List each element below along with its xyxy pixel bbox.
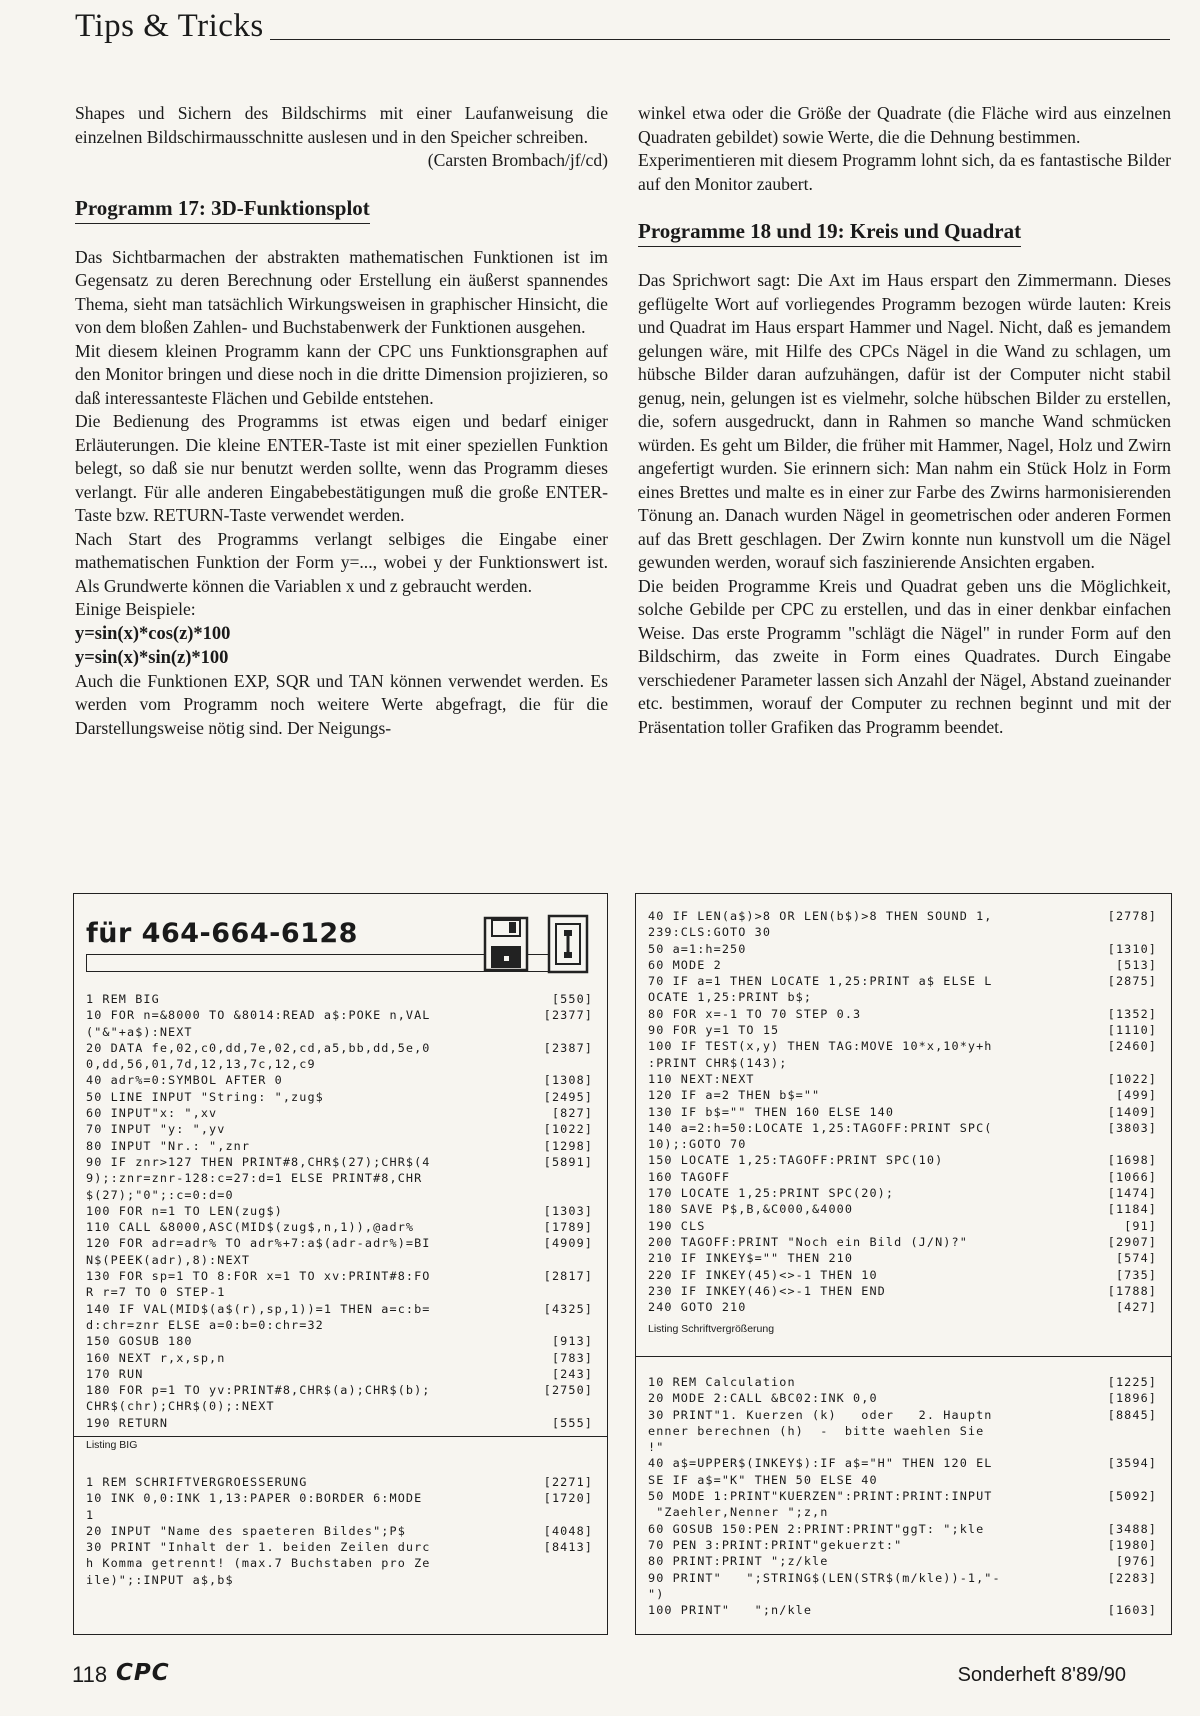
- code-text: $(27);"0";:c=0:d=0: [86, 1187, 234, 1202]
- listing-line: [648, 1152, 1157, 1168]
- listing-line: [648, 1055, 1157, 1071]
- checksum: [1151, 1136, 1157, 1152]
- listing-divider: [636, 1356, 1171, 1357]
- listing-line: [648, 989, 1157, 1005]
- checksum: [587, 1252, 593, 1268]
- listing-line: [648, 973, 1157, 989]
- code-text: 70 INPUT "y: ",yv: [86, 1122, 226, 1137]
- listing-line: [648, 957, 1157, 973]
- checksum: [550]: [551, 992, 593, 1006]
- listing-line: [648, 1586, 1157, 1602]
- listing-line: [648, 1407, 1157, 1423]
- listing-line: [648, 1283, 1157, 1299]
- code-text: 10);:GOTO 70: [648, 1137, 747, 1152]
- checksum: [1151, 1472, 1157, 1488]
- checksum: [1151, 989, 1157, 1005]
- code-text: 180 FOR p=1 TO yv:PRINT#8,CHR$(a);CHR$(b);: [86, 1383, 431, 1398]
- code-text: 190 RETURN: [86, 1415, 169, 1430]
- platform-banner: [74, 894, 607, 979]
- checksum: [2387]: [543, 1040, 593, 1055]
- checksum: [2778]: [1107, 909, 1157, 923]
- checksum: [587, 1555, 593, 1571]
- code-text: 40 a$=UPPER$(INKEY$):IF a$="H" THEN 120 EL: [648, 1456, 993, 1471]
- listing-line: [86, 1366, 593, 1382]
- code-text: 120 FOR adr=adr% TO adr%+7:a$(adr-adr%)=BI: [86, 1236, 431, 1251]
- listing-line: [86, 1154, 593, 1170]
- code-text: 10 INK 0,0:INK 1,13:PAPER 0:BORDER 6:MODE: [86, 1491, 423, 1506]
- checksum: [2817]: [543, 1269, 593, 1284]
- checksum: [1151, 1439, 1157, 1455]
- listing-line: [648, 1472, 1157, 1488]
- checksum: [587, 1024, 593, 1040]
- code-text: R r=7 TO 0 STEP-1: [86, 1285, 226, 1300]
- listing-line: [648, 1120, 1157, 1136]
- listing-line: [648, 1423, 1157, 1439]
- code-text: 9);:znr=znr-128:c=27:d=1 ELSE PRINT#8,CHR: [86, 1171, 423, 1186]
- code-text: 190 CLS: [648, 1218, 706, 1233]
- code-text: 70 PEN 3:PRINT:PRINT"gekuerzt:": [648, 1537, 903, 1552]
- listing-line: [648, 1169, 1157, 1185]
- listing-line: [86, 1350, 593, 1366]
- paragraph: winkel etwa oder die Größe der Quadrate (die Fläche wird aus einzelnen Quadraten gebildet) sowie Werte, die die Dehnung bestimmen.: [638, 103, 1171, 147]
- checksum: [1022]: [1107, 1071, 1157, 1086]
- code-text: 170 RUN: [86, 1366, 144, 1381]
- checksum: [1298]: [543, 1138, 593, 1153]
- checksum: [1789]: [543, 1220, 593, 1235]
- listing-caption: Listing Schriftvergrößerung: [648, 1323, 775, 1336]
- code-text: 50 a=1:h=250: [648, 941, 747, 956]
- platform-label: für 464-664-6128: [86, 918, 358, 949]
- code-text: ("&"+a$):NEXT: [86, 1024, 193, 1039]
- paragraph: Mit diesem kleinen Programm kann der CPC uns Funktionsgraphen auf den Monitor bringen und diese noch in die dritte Dimension projizieren, so daß interessanteste Flächen und Gebilde entstehen.: [75, 340, 608, 408]
- checksum: [91]: [1124, 1218, 1157, 1233]
- listing-line: [648, 1136, 1157, 1152]
- code-text: 140 a=2:h=50:LOCATE 1,25:TAGOFF:PRINT SPC(: [648, 1120, 993, 1135]
- checksum: [3488]: [1107, 1521, 1157, 1536]
- checksum: [2377]: [543, 1008, 593, 1023]
- code-text: 160 NEXT r,x,sp,n: [86, 1350, 226, 1365]
- issue-label: Sonderheft 8'89/90: [957, 1664, 1126, 1686]
- checksum: [2907]: [1107, 1234, 1157, 1249]
- examples-label: Einige Beispiele:: [75, 599, 196, 619]
- listing-line: [86, 1024, 593, 1040]
- checksum: [1310]: [1107, 941, 1157, 956]
- page-footer: [0, 1662, 1200, 1702]
- listing-line: [86, 1490, 593, 1506]
- listing-line: [648, 1537, 1157, 1553]
- checksum: [976]: [1115, 1554, 1157, 1569]
- code-text: 1 REM BIG: [86, 992, 160, 1006]
- code-text: 80 FOR x=-1 TO 70 STEP 0.3: [648, 1006, 862, 1021]
- listing-line: [648, 1234, 1157, 1250]
- code-text: 20 MODE 2:CALL &BC02:INK 0,0: [648, 1391, 878, 1406]
- listing-line: [648, 1570, 1157, 1586]
- checksum: [587, 1398, 593, 1414]
- listing-line: [86, 1572, 593, 1588]
- listing-line: [648, 1390, 1157, 1406]
- checksum: [1066]: [1107, 1169, 1157, 1184]
- checksum: [5092]: [1107, 1489, 1157, 1504]
- listing-line: [648, 1038, 1157, 1054]
- checksum: [1225]: [1107, 1375, 1157, 1389]
- listing-line: [86, 1056, 593, 1072]
- checksum: [574]: [1115, 1251, 1157, 1266]
- checksum: [8413]: [543, 1540, 593, 1555]
- listing-line: [648, 1602, 1157, 1618]
- listing-line: [648, 1504, 1157, 1520]
- checksum: [4325]: [543, 1301, 593, 1316]
- code-text: 50 LINE INPUT "String: ",zug$: [86, 1089, 324, 1104]
- listing-line: [648, 1071, 1157, 1087]
- listing-line: [86, 1268, 593, 1284]
- code-text: 140 IF VAL(MID$(a$(r),sp,1))=1 THEN a=c:b=: [86, 1301, 431, 1316]
- checksum: [2495]: [543, 1089, 593, 1104]
- listing-line: [86, 1333, 593, 1349]
- paragraph: Die Bedienung des Programms ist etwas eigen und bedarf einiger Erläuterungen. Die kleine ENTER-Taste ist mit einer speziellen Funktion belegt, so daß sie nur benutzt werden sollte, wenn das Programm dieses verlangt. Für alle anderen Eingabebestätigungen muß die große ENTER-Taste bzw. RETURN-Taste verwendet werden.: [75, 411, 608, 525]
- checksum: [1698]: [1107, 1153, 1157, 1168]
- code-text: 110 CALL &8000,ASC(MID$(zug$,n,1)),@adr%: [86, 1220, 415, 1235]
- code-text: 170 LOCATE 1,25:PRINT SPC(20);: [648, 1186, 895, 1201]
- checksum: [2750]: [543, 1383, 593, 1398]
- checksum: [2460]: [1107, 1039, 1157, 1054]
- code-text: enner berechnen (h) - bitte waehlen Sie: [648, 1423, 985, 1438]
- checksum: [2271]: [543, 1475, 593, 1489]
- listing-line: [86, 1187, 593, 1203]
- listing-line: [86, 1284, 593, 1300]
- listing-line: [86, 1382, 593, 1398]
- code-text: "): [648, 1586, 665, 1601]
- cassette-icon: [547, 914, 589, 974]
- listing-line: [86, 1007, 593, 1023]
- code-text: !": [648, 1440, 665, 1455]
- code-text: 240 GOTO 210: [648, 1300, 747, 1315]
- code-text: 80 INPUT "Nr.: ",znr: [86, 1138, 251, 1153]
- code-text: 80 PRINT:PRINT ";z/kle: [648, 1554, 829, 1569]
- floppy-disk-icon: [483, 916, 529, 972]
- listing-line: [86, 1398, 593, 1414]
- code-text: 239:CLS:GOTO 30: [648, 925, 772, 940]
- listing-line: [648, 1006, 1157, 1022]
- checksum: [1896]: [1107, 1391, 1157, 1406]
- checksum: [1788]: [1107, 1283, 1157, 1298]
- checksum: [5891]: [543, 1154, 593, 1169]
- checksum: [1110]: [1107, 1023, 1157, 1038]
- checksum: [587, 1572, 593, 1588]
- listing-line: [86, 1138, 593, 1154]
- listing-line: [648, 1185, 1157, 1201]
- listing-line: [86, 1474, 593, 1490]
- paragraph: Das Sichtbarmachen der abstrakten mathematischen Funktionen ist im Gegensatz zu deren Berechnung oder Erstellung ein äußerst spannendes Thema, sieht man tatsächlich Wirkungsweisen in graphischer Hinsicht, die von dem bloßen Zahlen- und Buchstabenwerk der Funktionen ausgehen.: [75, 246, 608, 337]
- checksum: [1151, 1504, 1157, 1520]
- formula-example: y=sin(x)*sin(z)*100: [75, 647, 229, 668]
- code-text: 10 REM Calculation: [648, 1375, 796, 1389]
- listing-line: [648, 1267, 1157, 1283]
- listing-line: [86, 1317, 593, 1333]
- checksum: [1474]: [1107, 1186, 1157, 1201]
- program18-19-heading: Programme 18 und 19: Kreis und Quadrat: [638, 218, 1021, 247]
- code-text: 210 IF INKEY$="" THEN 210: [648, 1251, 854, 1266]
- checksum: [827]: [551, 1106, 593, 1121]
- code-text: 130 IF b$="" THEN 160 ELSE 140: [648, 1104, 895, 1119]
- checksum: [2875]: [1107, 974, 1157, 989]
- code-text: 1 REM SCHRIFTVERGROESSERUNG: [86, 1475, 308, 1489]
- listing-line: [86, 1089, 593, 1105]
- listing-line: [86, 1235, 593, 1251]
- code-text: 0,dd,56,01,7d,12,13,7c,12,c9: [86, 1057, 316, 1072]
- paragraph: Die beiden Programme Kreis und Quadrat geben uns die Möglichkeit, solche Gebilde per CPC zu erstellen, und das in einer denkbar einfachen Weise. Das erste Programm "schlägt die Nägel" in runder Form auf den Bildschirm, das zweite in Form eines Quadrates. Durch Eingabe verschiedener Parameter lassen sich Anzahl der Nägel, Abstand zueinander etc. bestimmen, worauf der Computer zu rechnen beginnt und mit der Präsentation toller Grafiken das Programm beendet.: [638, 575, 1171, 737]
- magazine-logo: CPC: [116, 1660, 170, 1686]
- checksum: [1151, 1423, 1157, 1439]
- code-text: 20 DATA fe,02,c0,dd,7e,02,cd,a5,bb,dd,5e,0: [86, 1040, 431, 1055]
- code-text: d:chr=znr ELSE a=0:b=0:chr=32: [86, 1317, 324, 1332]
- code-text: 30 PRINT"1. Kuerzen (k) oder 2. Hauptn: [648, 1407, 993, 1422]
- listing-line: [86, 1170, 593, 1186]
- checksum: [4048]: [543, 1523, 593, 1538]
- listing-line: [648, 1022, 1157, 1038]
- listing-line: [648, 1488, 1157, 1504]
- checksum: [2283]: [1107, 1570, 1157, 1585]
- paragraph: Das Sprichwort sagt: Die Axt im Haus erspart den Zimmermann. Dieses geflügelte Wort auf vorliegendes Programm bezogen würde lauten: Kreis und Quadrat im Haus erspart Hammer und Nagel. Nicht, daß es jemandem gelungen wäre, mit Hilfe des CPCs Nägel in die Wand zu schlagen, um hübsche Bilder daran aufzuhängen, dafür ist der Computer nicht stabil genug, nein, gelungen ist es vielmehr, solche hübschen Bilder zu erstellen, die, sofern ausgedruckt, dann in Rahmen so manche Wand schmücken würden. Es geht um Bilder, die früher mit Hammer, Nagel, Holz und Zwirn angefertigt wurden. Sie erinnern sich: Man nahm ein Stück Holz in Form eines Brettes und malte es in einer zur Farbe des Zwirns harmonisierenden Tönung an. Danach wurden Nägel in geometrischen oder anderen Formen auf das Brett geschlagen. Der Zwirn konnte nun kunstvoll um die Nägel gewunden werden, worauf sich faszinierende Ansichten ergaben.: [638, 270, 1171, 572]
- listing-line: [86, 991, 593, 1007]
- code-text: 180 SAVE P$,B,&C000,&4000: [648, 1202, 854, 1217]
- code-text: :PRINT CHR$(143);: [648, 1055, 788, 1070]
- checksum: [735]: [1115, 1267, 1157, 1282]
- checksum: [587, 1170, 593, 1186]
- code-text: 60 GOSUB 150:PEN 2:PRINT:PRINT"ggT: ";kle: [648, 1521, 985, 1536]
- page-header: [75, 8, 1170, 50]
- listing-line: [86, 1415, 593, 1431]
- listing-line: [86, 1301, 593, 1317]
- listing-line: [86, 1555, 593, 1571]
- intro-paragraph: Shapes und Sichern des Bildschirms mit einer Laufanweisung die einzelnen Bildschirmausschnitte auslesen und in den Speicher schreiben.: [75, 103, 608, 147]
- code-text: "Zaehler,Nenner ";z,n: [648, 1505, 829, 1520]
- checksum: [427]: [1115, 1300, 1157, 1315]
- listing-line: [648, 1374, 1157, 1390]
- checksum: [1151, 1586, 1157, 1602]
- paragraph: Nach Start des Programms verlangt selbiges die Eingabe einer mathematischen Funktion der Form y=..., wobei y der Funktionswert ist. Als Grundwerte können die Variablen x und z gebraucht werden.: [75, 528, 608, 596]
- checksum: [587, 1317, 593, 1333]
- checksum: [1980]: [1107, 1537, 1157, 1552]
- code-text: 160 TAGOFF: [648, 1169, 731, 1184]
- checksum: [1184]: [1107, 1202, 1157, 1217]
- checksum: [1151, 924, 1157, 940]
- listing-line: [86, 1219, 593, 1235]
- checksum: [587, 1187, 593, 1203]
- listing-line: [648, 1250, 1157, 1266]
- checksum: [1303]: [543, 1203, 593, 1218]
- paragraph: Auch die Funktionen EXP, SQR und TAN können verwendet werden. Es werden vom Programm noch weitere Werte abgefragt, die für die Darstellungsweise nötig sind. Der Neigungs-: [75, 670, 608, 738]
- listing-line: [648, 1201, 1157, 1217]
- checksum: [1409]: [1107, 1104, 1157, 1119]
- listing-box-right: [635, 893, 1172, 1635]
- checksum: [513]: [1115, 957, 1157, 972]
- code-text: 130 FOR sp=1 TO 8:FOR x=1 TO xv:PRINT#8:FO: [86, 1269, 431, 1284]
- code-text: 90 IF znr>127 THEN PRINT#8,CHR$(27);CHR$(4: [86, 1154, 431, 1169]
- listing-line: [86, 1523, 593, 1539]
- code-text: 20 INPUT "Name des spaeteren Bildes";P$: [86, 1523, 406, 1538]
- listing-divider: [74, 1436, 607, 1437]
- code-text: 90 FOR y=1 TO 15: [648, 1023, 780, 1038]
- code-text: 100 PRINT" ";n/kle: [648, 1603, 813, 1618]
- listing-line: [648, 1553, 1157, 1569]
- code-text: 30 PRINT "Inhalt der 1. beiden Zeilen durc: [86, 1540, 431, 1555]
- listing-line: [648, 1218, 1157, 1234]
- page-number: 118: [72, 1662, 108, 1687]
- code-text: 200 TAGOFF:PRINT "Noch ein Bild (J/N)?": [648, 1234, 968, 1249]
- code-text: 90 PRINT" ";STRING$(LEN(STR$(m/kle))-1,"-: [648, 1570, 1001, 1585]
- checksum: [499]: [1115, 1088, 1157, 1103]
- listing-line: [648, 908, 1157, 924]
- listing-calculation: [648, 1374, 1157, 1618]
- checksum: [783]: [551, 1350, 593, 1365]
- listing-schrift-part2: [636, 894, 1171, 1338]
- code-text: 100 IF TEST(x,y) THEN TAG:MOVE 10*x,10*y+h: [648, 1039, 993, 1054]
- code-text: OCATE 1,25:PRINT b$;: [648, 990, 813, 1005]
- code-text: 150 LOCATE 1,25:TAGOFF:PRINT SPC(10): [648, 1153, 944, 1168]
- checksum: [1720]: [543, 1491, 593, 1506]
- checksum: [913]: [551, 1334, 593, 1349]
- checksum: [1603]: [1107, 1603, 1157, 1618]
- code-text: 60 INPUT"x: ",xv: [86, 1106, 218, 1121]
- checksum: [587, 1284, 593, 1300]
- listing-line: [86, 1507, 593, 1523]
- code-text: 220 IF INKEY(45)<>-1 THEN 10: [648, 1267, 878, 1282]
- code-text: h Komma getrennt! (max.7 Buchstaben pro Ze: [86, 1556, 431, 1571]
- code-text: 100 FOR n=1 TO LEN(zug$): [86, 1203, 283, 1218]
- code-text: 70 IF a=1 THEN LOCATE 1,25:PRINT a$ ELSE L: [648, 974, 993, 989]
- checksum: [8845]: [1107, 1407, 1157, 1422]
- listing-line: [648, 1299, 1157, 1315]
- code-text: 150 GOSUB 180: [86, 1334, 193, 1349]
- listing-box-left: [73, 893, 608, 1635]
- listing-line: [86, 1040, 593, 1056]
- listing-line: [648, 1087, 1157, 1103]
- code-text: 1: [86, 1507, 95, 1522]
- checksum: [587, 1056, 593, 1072]
- listing-line: [648, 924, 1157, 940]
- code-text: 40 IF LEN(a$)>8 OR LEN(b$)>8 THEN SOUND 1,: [648, 909, 993, 923]
- code-text: 50 MODE 1:PRINT"KUERZEN":PRINT:PRINT:INPUT: [648, 1489, 993, 1504]
- checksum: [3803]: [1107, 1120, 1157, 1135]
- listing-line: [86, 1072, 593, 1088]
- checksum: [1352]: [1107, 1006, 1157, 1021]
- listing-line: [648, 1455, 1157, 1471]
- listing-line: [86, 1105, 593, 1121]
- code-text: N$(PEEK(adr),8):NEXT: [86, 1252, 251, 1267]
- paragraph: Experimentieren mit diesem Programm lohnt sich, da es fantastische Bilder auf den Monitor zaubert.: [638, 150, 1171, 194]
- listing-line: [86, 1121, 593, 1137]
- program17-heading: Programm 17: 3D-Funktionsplot: [75, 195, 370, 224]
- listing-line: [86, 1203, 593, 1219]
- listing-schrift-part1: [86, 1474, 593, 1588]
- right-column: [638, 102, 1171, 739]
- code-text: 230 IF INKEY(46)<>-1 THEN END: [648, 1283, 886, 1298]
- left-column: [75, 102, 608, 740]
- checksum: [243]: [551, 1366, 593, 1381]
- code-text: 120 IF a=2 THEN b$="": [648, 1088, 821, 1103]
- code-text: SE IF a$="K" THEN 50 ELSE 40: [648, 1472, 878, 1487]
- code-text: 60 MODE 2: [648, 957, 722, 972]
- checksum: [1308]: [543, 1073, 593, 1088]
- listing-line: [648, 1104, 1157, 1120]
- listing-line: [86, 1252, 593, 1268]
- listing-line: [648, 1439, 1157, 1455]
- listing-line: [648, 1521, 1157, 1537]
- code-text: CHR$(chr);CHR$(0);:NEXT: [86, 1399, 275, 1414]
- checksum: [1022]: [543, 1122, 593, 1137]
- formula-example: y=sin(x)*cos(z)*100: [75, 623, 231, 644]
- code-text: 40 adr%=0:SYMBOL AFTER 0: [86, 1073, 283, 1088]
- checksum: [3594]: [1107, 1456, 1157, 1471]
- section-title: Tips & Tricks: [75, 8, 270, 45]
- author-credit: (Carsten Brombach/jf/cd): [427, 150, 608, 170]
- code-text: 10 FOR n=&8000 TO &8014:READ a$:POKE n,VAL: [86, 1008, 431, 1023]
- code-text: 110 NEXT:NEXT: [648, 1071, 755, 1086]
- code-text: ile)";:INPUT a$,b$: [86, 1572, 234, 1587]
- checksum: [1151, 1055, 1157, 1071]
- listing-big: [74, 979, 607, 1453]
- listing-caption: Listing BIG: [86, 1439, 138, 1452]
- listing-line: [648, 941, 1157, 957]
- listing-line: [86, 1539, 593, 1555]
- checksum: [555]: [551, 1415, 593, 1430]
- checksum: [587, 1507, 593, 1523]
- checksum: [4909]: [543, 1236, 593, 1251]
